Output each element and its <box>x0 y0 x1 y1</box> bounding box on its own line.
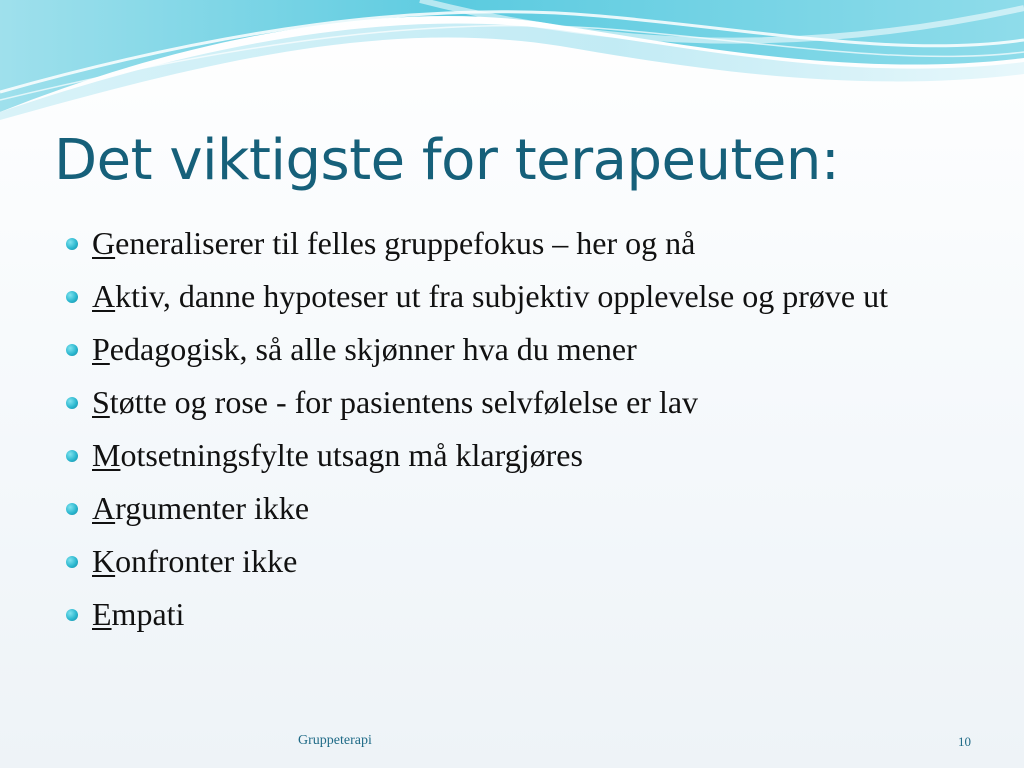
bullet-initial: S <box>92 384 110 420</box>
bullet-dot-icon <box>66 556 78 568</box>
bullet-initial: K <box>92 543 116 579</box>
page-number: 10 <box>958 734 971 749</box>
slide-title: Det viktigste for terapeuten: <box>54 128 840 193</box>
bullet-item <box>64 593 944 635</box>
bullet-item <box>64 328 944 370</box>
bullet-initial: M <box>92 437 121 473</box>
bullet-list <box>64 222 944 646</box>
bullet-initial: A <box>92 278 116 314</box>
bullet-text: mpati <box>111 596 185 632</box>
bullet-text: rgumenter ikke <box>115 490 310 526</box>
bullet-dot-icon <box>66 238 78 250</box>
bullet-text: onfronter ikke <box>115 543 298 579</box>
bullet-initial: A <box>92 490 116 526</box>
bullet-item <box>64 487 944 529</box>
bullet-dot-icon <box>66 503 78 515</box>
bullet-dot-icon <box>66 291 78 303</box>
bullet-initial: P <box>92 331 110 367</box>
footer-text: Gruppeterapi <box>298 733 372 748</box>
bullet-dot-icon <box>66 397 78 409</box>
bullet-item <box>64 434 944 476</box>
bullet-text: otsetningsfylte utsagn må klargjøres <box>120 437 583 473</box>
bullet-text: ktiv, danne hypoteser ut fra subjektiv opplevelse og prøve ut <box>115 278 888 314</box>
bullet-dot-icon <box>66 450 78 462</box>
bullet-initial: G <box>92 225 116 261</box>
bullet-item <box>64 275 944 317</box>
bullet-dot-icon <box>66 609 78 621</box>
header-wave-decoration <box>0 0 1024 130</box>
bullet-text: eneraliserer til felles gruppefokus – her og nå <box>115 225 696 261</box>
bullet-dot-icon <box>66 344 78 356</box>
bullet-text: tøtte og rose - for pasientens selvfølelse er lav <box>109 384 699 420</box>
bullet-item <box>64 381 944 423</box>
bullet-text: edagogisk, så alle skjønner hva du mener <box>109 331 637 367</box>
bullet-item <box>64 222 944 264</box>
bullet-item <box>64 540 944 582</box>
bullet-initial: E <box>92 596 112 632</box>
